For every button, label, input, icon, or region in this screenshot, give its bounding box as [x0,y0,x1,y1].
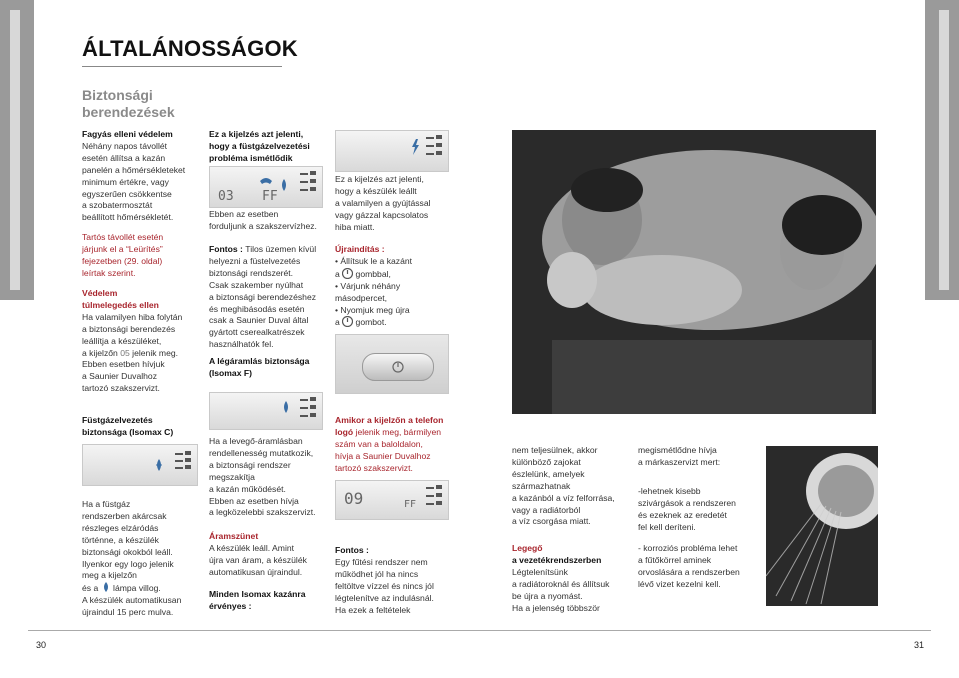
phone-icon [260,178,272,184]
page-number-right: 31 [914,640,925,650]
col3-amikor: Amikor a kijelzőn a telefon logó jelenik meg, bármilyen szám van a baloldalon, hívja a Saunier Duvalhoz tartozó szakszervizt. [335,415,444,473]
col3-fontos: Fontos : Egy fűtési rendszer nem működhet jól ha nincs feltöltve vízzel és nincs jól légtelenítve az indulásnál. Ha ezek a feltételek [335,545,434,615]
family-photo [512,130,876,414]
flame-icon [284,401,288,413]
display-panel-repeat: 03 FF [209,166,323,208]
col4-legelo: Legegő a vezetékrendszerben Légtelenítsünk a radiátoroknál és állítsuk be újra a nyomást. Ha a jelenség többször [512,543,610,613]
lightning-icon [412,139,419,155]
col1-tartos: Tartós távollét esetén járjunk el a “Leürítés” fejezetben (29. oldal) leírtak szerint. [82,232,164,278]
lamp-icon [101,582,111,592]
col3-ujra: Újraindítás : • Állítsuk le a kazánt a gombbal, • Várjunk néhány másodpercet, • Nyomjuk meg újra a gombot. [335,244,413,328]
col5-list2: - korroziós probléma lehet a fűtőkörrel aminek orvoslására a rendszerben lévő vizet kezelni kell. [638,543,740,589]
section-title: Biztonsági berendezések [82,87,175,120]
power-icon [392,361,404,373]
power-button[interactable] [362,353,434,381]
power-icon [342,268,353,279]
col1-fust-text: Ha a füstgáz rendszerben akárcsak részleges elzáródás történne, a készülék biztonsági okokból leáll. Ilyenkor egy logo jelenik meg a kijelzőn és a lámpa villog. A készülék automatikusan újraindul 15 perc mulva. [82,499,182,618]
page-title: ÁLTALÁNOSSÁGOK [82,36,298,61]
left-edge-tab [0,0,34,300]
power-button-panel [335,334,449,394]
col2-legaram-title: A légáramlás biztonsága (Isomax F) [209,356,310,378]
col5-list1: -lehetnek kisebb szivárgások a rendszeren és ezeknek az eredetét fel kell deríteni. [638,486,736,532]
flame-icon [282,179,286,191]
power-icon [342,316,353,327]
col1-fust-title: Füstgázelvezetés biztonsága (Isomax C) [82,415,174,437]
display-panel-flue [82,444,198,486]
footer-rule [28,630,931,631]
col5-text: megismétlődne hívja a márkaszervizt mert: [638,445,721,467]
display-panel-ignition [335,130,449,172]
flame-icon [156,459,162,471]
col2-minden: Minden Isomax kazánra érvényes : [209,589,306,611]
col1-fagyas: Fagyás elleni védelem Néhány napos távollét esetén állítsa a kazán panelén a hőmérsékleteket minimum értékre, vagy egyszerűen csökkentse a szobatermosztát beállított hőmérsékletét. [82,129,186,223]
right-edge-tab [925,0,959,300]
col2-fontos: Fontos : Tilos üzemen kívül helyezni a füstelvezetés biztonsági rendszerét. Csak szakember nyúlhat a biztonsági berendezéshez és meghibásodás esetén csak a Saunier Duval által gyártott cserealkatrészek használhatók fel. [209,244,317,350]
col4-text: nem teljesülnek, akkor különböző zajokat észlelünk, amelyek származhatnak a kazánból a víz felforrása, vagy a radiátorból a víz csorgása miatt. [512,445,615,527]
col3-text: Ez a kijelzés azt jelenti, hogy a készülék leállt a valamilyen a gyújtással vagy gázzal kapcsolatos hiba miatt. [335,174,431,232]
display-panel-air [209,392,323,430]
col2-title: Ez a kijelzés azt jelenti, hogy a füstgázelvezetési probléma ismétlődik [209,129,310,163]
title-divider [82,66,282,67]
page-number-left: 30 [36,640,47,650]
col2-after: Ebben az esetben forduljunk a szakszervízhez. [209,209,317,231]
col2-aram: Áramszünet A készülék leáll. Amint újra van áram, a készülék automatikusan újraindul. [209,531,307,577]
col2-air-text: Ha a levegő-áramlásban rendellenesség mutatkozik, a biztonsági rendszer megszakítja a kazán működését. Ebben az esetben hívja a legközelebbi szakszervizt. [209,436,316,518]
display-panel-phone: 09 FF [335,480,449,520]
shower-photo [766,446,878,606]
col1-vedelem: Védelem túlmelegedés ellen Ha valamilyen hiba folytán a biztonsági berendezés leállítja a készüléket, a kijelzőn 05 jelenik meg. Ebben esetben hívjuk a Saunier Duvalhoz tartozó szakszervizt. [82,288,183,394]
